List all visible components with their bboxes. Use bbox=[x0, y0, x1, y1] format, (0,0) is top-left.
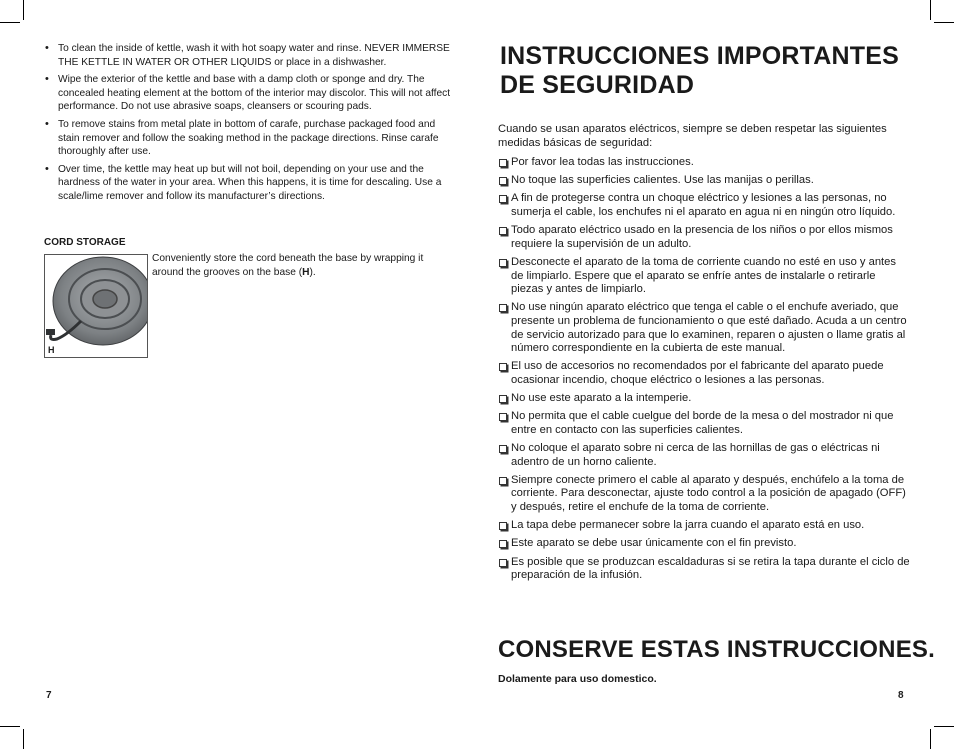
save-instructions-heading: CONSERVE ESTAS INSTRUCCIONES. bbox=[498, 636, 935, 663]
safety-intro: Cuando se usan aparatos eléctricos, siempre se deben respetar las siguientes medidas básicas de seguridad: bbox=[498, 123, 887, 149]
cord-storage-text bbox=[152, 252, 456, 279]
crop-mark bbox=[0, 726, 20, 727]
safety-item: No use este aparato a la intemperie. bbox=[498, 392, 910, 406]
page-number-left: 7 bbox=[46, 690, 52, 701]
safety-item: Es posible que se produzcan escaldaduras si se retira la tapa durante el ciclo de preparación de la infusión. bbox=[498, 556, 910, 583]
care-bullet: • Over time, the kettle may heat up but will not boil, depending on your use and the hardness of the water in your area. When this happens, it is time for descaling. Use a scale/lime remover and follow its manufacturer’s directions. bbox=[44, 163, 456, 204]
safety-item: No permita que el cable cuelgue del borde de la mesa o del mostrador ni que entre en contacto con las superficies calientes. bbox=[498, 410, 910, 437]
safety-item: Desconecte el aparato de la toma de corriente cuando no esté en uso y antes de limpiarlo. Espere que el aparato se enfríe antes de instalarle o retirarle piezas y antes de limpiarlo. bbox=[498, 256, 910, 297]
crop-mark bbox=[930, 0, 931, 20]
crop-mark bbox=[934, 726, 954, 727]
crop-mark bbox=[930, 729, 931, 749]
cord-storage-text-end: ). bbox=[309, 266, 316, 278]
care-bullet: • To clean the inside of kettle, wash it with hot soapy water and rinse. NEVER IMMERSE THE KETTLE IN WATER OR OTHER LIQUIDS or place in a dishwasher. bbox=[44, 42, 456, 69]
page-number-right: 8 bbox=[898, 690, 904, 701]
care-bullet-list bbox=[44, 42, 456, 204]
cord-storage-heading: CORD STORAGE bbox=[44, 237, 126, 248]
care-bullet: • To remove stains from metal plate in bottom of carafe, purchase packaged food and stain remover and follow the soaking method in the package directions. Rinse carafe thoroughly after use. bbox=[44, 118, 456, 159]
safety-item: El uso de accesorios no recomendados por el fabricante del aparato puede ocasionar incendio, choque eléctrico o lesiones a las personas. bbox=[498, 360, 910, 387]
safety-title bbox=[500, 42, 899, 100]
safety-title-line2: DE SEGURIDAD bbox=[500, 71, 695, 99]
kettle-base-illustration bbox=[45, 255, 148, 358]
household-use-note: Dolamente para uso domestico. bbox=[498, 673, 657, 685]
cord-storage-figure-ref: H bbox=[302, 266, 310, 278]
safety-item: Por favor lea todas las instrucciones. bbox=[498, 156, 910, 170]
cord-storage-figure bbox=[44, 254, 148, 358]
safety-checklist bbox=[498, 156, 910, 587]
figure-label: H bbox=[48, 345, 55, 355]
care-bullet: • Wipe the exterior of the kettle and base with a damp cloth or sponge and dry. The concealed heating element at the bottom of the interior may discolor. This will not affect performance. Do not use abrasive soaps, cleansers or scouring pads. bbox=[44, 73, 456, 114]
crop-mark bbox=[934, 22, 954, 23]
safety-item: No use ningún aparato eléctrico que tenga el cable o el enchufe averiado, que presente un problema de funcionamiento o que esté dañado. Acuda a un centro de servicio autorizado para que lo examinen, reparen o ajusten o llame gratis al número correspondiente en la cubierta de este manual. bbox=[498, 301, 910, 355]
safety-title-line1: INSTRUCCIONES IMPORTANTES bbox=[500, 42, 899, 70]
safety-item: Siempre conecte primero el cable al aparato y después, enchúfelo a la toma de corriente. Para desconectar, ajuste todo control a la posición de apagado (OFF) y después, retire el enchufe de la toma de corriente. bbox=[498, 474, 910, 515]
safety-item: Este aparato se debe usar únicamente con el fin previsto. bbox=[498, 537, 910, 551]
crop-mark bbox=[0, 22, 20, 23]
crop-mark bbox=[23, 0, 24, 20]
cord-storage-text-main: Conveniently store the cord beneath the base by wrapping it around the grooves on the base ( bbox=[152, 253, 424, 278]
safety-item: No coloque el aparato sobre ni cerca de las hornillas de gas o eléctricas ni adentro de un horno caliente. bbox=[498, 442, 910, 469]
safety-item: A fin de protegerse contra un choque eléctrico y lesiones a las personas, no sumerja el cable, los enchufes ni el aparato en agua ni en ningún otro líquido. bbox=[498, 192, 910, 219]
crop-mark bbox=[23, 729, 24, 749]
care-instructions bbox=[44, 42, 456, 208]
safety-item: Todo aparato eléctrico usado en la presencia de los niños o por ellos mismos requiere la supervisión de un adulto. bbox=[498, 224, 910, 251]
safety-item: No toque las superficies calientes. Use las manijas o perillas. bbox=[498, 174, 910, 188]
safety-item: La tapa debe permanecer sobre la jarra cuando el aparato está en uso. bbox=[498, 519, 910, 533]
